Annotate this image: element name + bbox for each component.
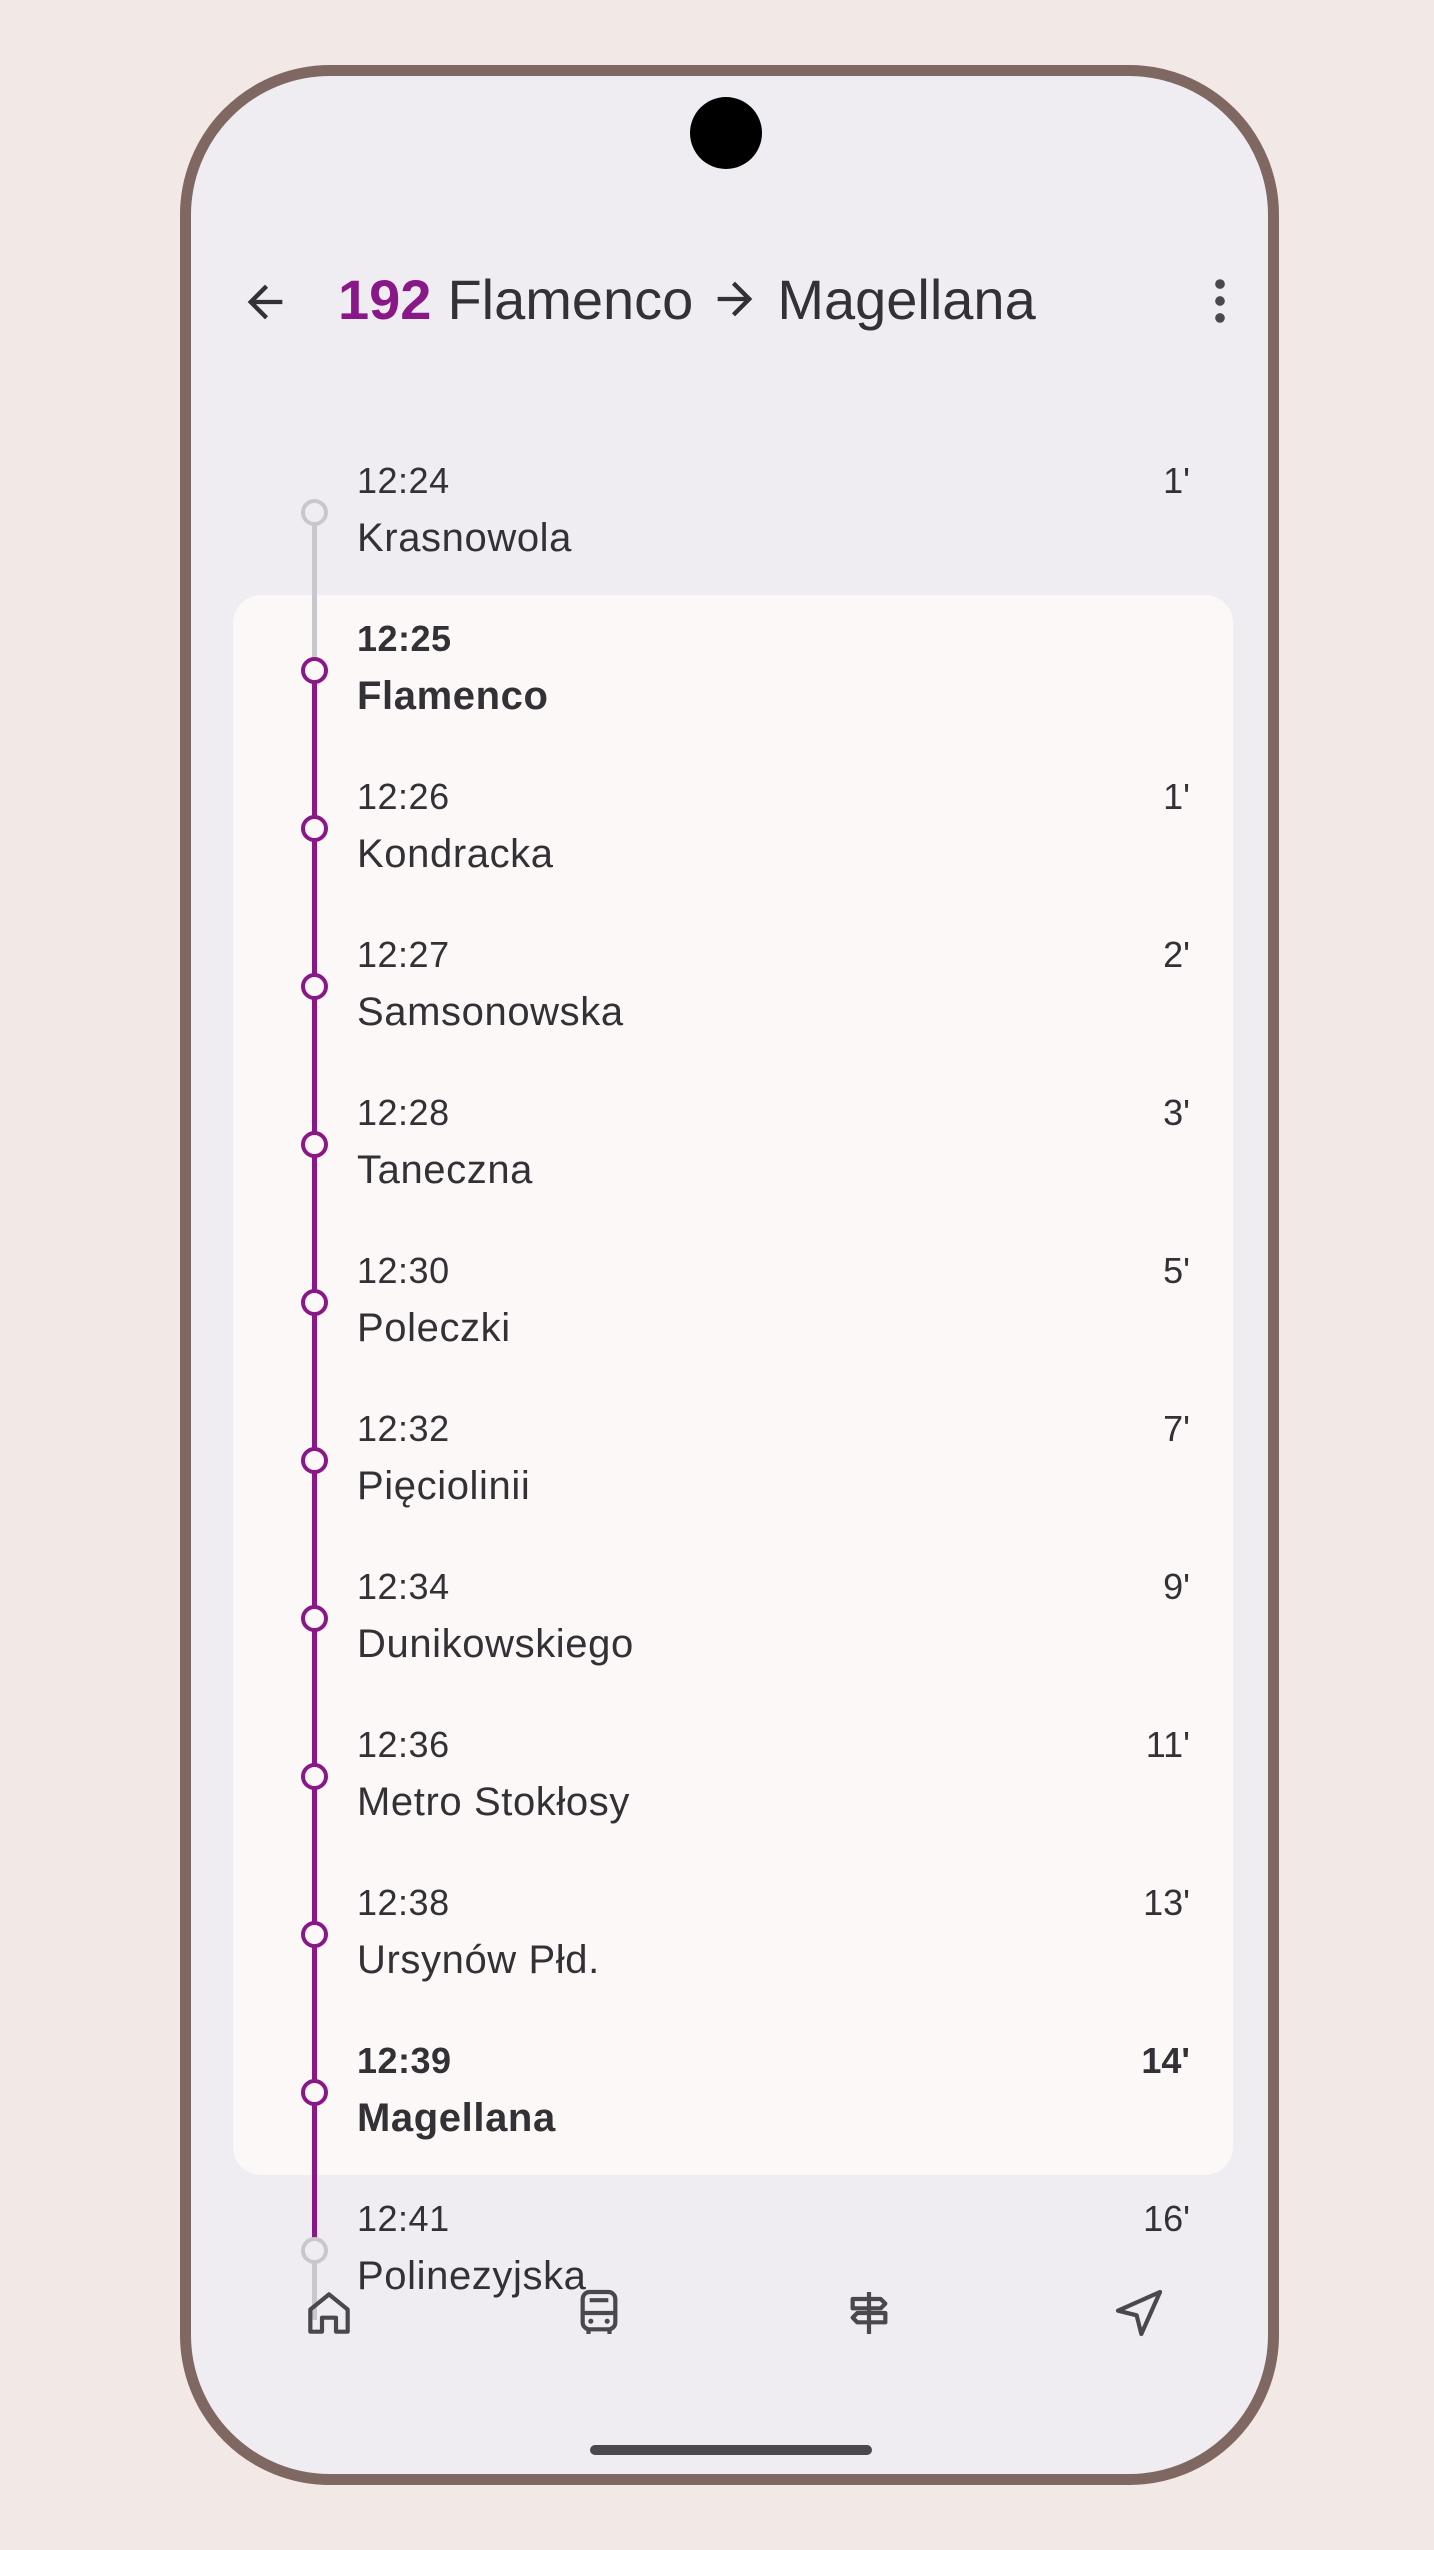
stop-offset: 1': [1163, 460, 1190, 501]
stop-time: 12:38: [357, 1882, 450, 1923]
stop-row[interactable]: [191, 756, 1268, 914]
stop-row[interactable]: [191, 598, 1268, 756]
route-title: [338, 264, 1036, 334]
nav-bus-button[interactable]: [564, 2278, 634, 2348]
stop-name: Pięciolinii: [357, 1464, 531, 1508]
stop-marker: [301, 1131, 328, 1158]
stop-row[interactable]: [191, 1546, 1268, 1704]
stop-marker: [301, 1447, 328, 1474]
stop-name: Ursynów Płd.: [357, 1938, 600, 1982]
stop-time: 12:30: [357, 1250, 450, 1291]
signpost-icon: [841, 2285, 897, 2341]
stop-time: 12:27: [357, 934, 450, 975]
stop-name: Krasnowola: [357, 516, 573, 560]
stop-marker: [301, 1289, 328, 1316]
stop-time: 12:39: [357, 2040, 452, 2081]
stop-marker: [301, 499, 328, 526]
stop-name: Poleczki: [357, 1306, 511, 1350]
stop-marker: [301, 973, 328, 1000]
stop-marker: [301, 1921, 328, 1948]
stop-offset: 7': [1163, 1408, 1190, 1449]
stop-row[interactable]: [191, 440, 1268, 598]
stop-offset: 3': [1163, 1092, 1190, 1133]
route-from: Flamenco: [447, 267, 694, 331]
stop-offset: 16': [1143, 2198, 1190, 2239]
back-arrow-icon[interactable]: [239, 276, 291, 328]
stop-time: 12:28: [357, 1092, 450, 1133]
front-camera: [690, 97, 762, 169]
app-bar: [191, 246, 1268, 356]
stop-row[interactable]: [191, 1230, 1268, 1388]
stop-name: Metro Stokłosy: [357, 1780, 630, 1824]
stop-row[interactable]: [191, 2020, 1268, 2178]
nav-navigation-button[interactable]: [1104, 2278, 1174, 2348]
stop-time: 12:36: [357, 1724, 450, 1765]
stop-time: 12:24: [357, 460, 450, 501]
arrow-right-icon: [709, 273, 761, 325]
bus-icon: [571, 2285, 627, 2341]
stop-marker: [301, 1763, 328, 1790]
route-number: 192: [338, 267, 432, 331]
stop-row[interactable]: [191, 1862, 1268, 2020]
gesture-handle[interactable]: [590, 2445, 872, 2455]
stop-offset: 1': [1163, 776, 1190, 817]
stop-time: 12:34: [357, 1566, 450, 1607]
stop-offset: 9': [1163, 1566, 1190, 1607]
stop-list: [191, 440, 1268, 2320]
stop-name: Flamenco: [357, 674, 549, 718]
stop-time: 12:26: [357, 776, 450, 817]
home-icon: [301, 2285, 357, 2341]
stop-offset: 14': [1141, 2040, 1190, 2081]
stop-time: 12:25: [357, 618, 452, 659]
stop-offset: 11': [1145, 1724, 1190, 1765]
stop-time: 12:41: [357, 2198, 450, 2239]
stop-marker: [301, 1605, 328, 1632]
stop-marker: [301, 2079, 328, 2106]
stop-name: Taneczna: [357, 1148, 534, 1192]
more-vert-icon[interactable]: [1191, 272, 1249, 330]
nav-directions-button[interactable]: [834, 2278, 904, 2348]
stop-name: Samsonowska: [357, 990, 624, 1034]
route-to: Magellana: [777, 267, 1036, 331]
stop-name: Dunikowskiego: [357, 1622, 634, 1666]
stop-row[interactable]: [191, 914, 1268, 1072]
stop-name: Polinezyjska: [357, 2254, 587, 2298]
nav-home-button[interactable]: [294, 2278, 364, 2348]
stop-name: Magellana: [357, 2096, 556, 2140]
stop-time: 12:32: [357, 1408, 450, 1449]
stop-name: Kondracka: [357, 832, 554, 876]
stop-row[interactable]: [191, 1072, 1268, 1230]
stop-row[interactable]: [191, 1388, 1268, 1546]
navigation-icon: [1111, 2285, 1167, 2341]
stop-offset: 13': [1143, 1882, 1190, 1923]
stop-offset: 5': [1163, 1250, 1190, 1291]
bottom-navigation: [191, 2260, 1268, 2370]
stop-marker: [301, 657, 328, 684]
stop-marker: [301, 815, 328, 842]
phone-frame: [180, 65, 1279, 2485]
stop-offset: 2': [1163, 934, 1190, 975]
stop-row[interactable]: [191, 1704, 1268, 1862]
